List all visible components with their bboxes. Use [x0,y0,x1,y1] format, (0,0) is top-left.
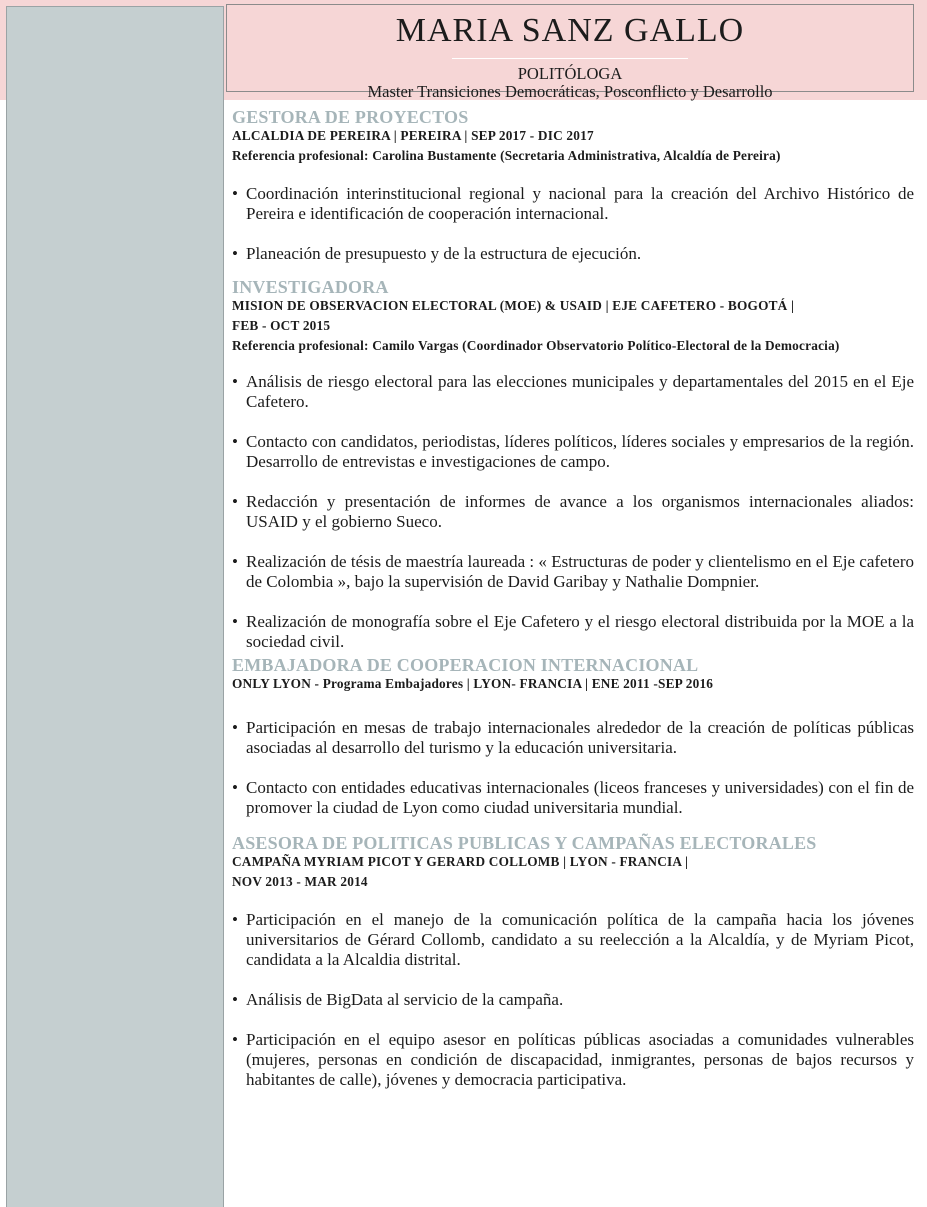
job-reference: Referencia profesional: Camilo Vargas (Coordinador Observatorio Político-Electoral de la Democracia) [232,338,840,353]
section-title: GESTORA DE PROYECTOS [232,107,469,127]
duty-item: • Planeación de presupuesto y de la estructura de ejecución. [232,244,914,264]
name-divider [452,58,688,59]
duty-item: • Participación en mesas de trabajo internacionales alrededor de la creación de políticas públicas asociadas al desarrollo del turismo y la educación universitaria. [232,718,914,758]
experience-section [232,656,914,818]
job-meta: CAMPAÑA MYRIAM PICOT Y GERARD COLLOMB | LYON - FRANCIA | [232,854,689,869]
duty-item: • Contacto con candidatos, periodistas, líderes políticos, líderes sociales y empresarios de la región. Desarrollo de entrevistas e investigaciones de campo. [232,432,914,472]
duty-item: • Redacción y presentación de informes de avance a los organismos internacionales aliados: USAID y el gobierno Sueco. [232,492,914,532]
job-meta: ONLY LYON - Programa Embajadores | LYON- FRANCIA | ENE 2011 -SEP 2016 [232,676,714,691]
duty-item: • Contacto con entidades educativas internacionales (liceos franceses y universidades) con el fin de promover la ciudad de Lyon como ciudad universitaria mundial. [232,778,914,818]
section-title: EMBAJADORA DE COOPERACION INTERNACIONAL [232,655,699,675]
degree-title: Master Transiciones Democráticas, Posconflicto y Desarrollo [367,82,773,101]
job-reference: Referencia profesional: Carolina Bustamente (Secretaria Administrativa, Alcaldía de Pereira) [232,148,781,163]
duty-list [232,184,914,264]
experience-section [232,108,914,264]
duty-list [232,718,914,818]
job-meta: MISION DE OBSERVACION ELECTORAL (MOE) & USAID | EJE CAFETERO - BOGOTÁ | [232,298,795,313]
experience-section [232,834,914,1090]
experience-section [232,278,914,652]
section-title: INVESTIGADORA [232,277,389,297]
duty-item: • Análisis de riesgo electoral para las elecciones municipales y departamentales del 2015 en el Eje Cafetero. [232,372,914,412]
section-title: ASESORA DE POLITICAS PUBLICAS Y CAMPAÑAS ELECTORALES [232,833,817,853]
header-box [226,4,914,101]
duty-list [232,910,914,1090]
duty-item: • Realización de tésis de maestría laureada : « Estructuras de poder y clientelismo en el Eje cafetero de Colombia », bajo la supervisión de David Garibay y Nathalie Dompnier. [232,552,914,592]
profession-title: POLITÓLOGA [517,64,623,83]
job-meta: FEB - OCT 2015 [232,318,331,333]
duty-item: • Coordinación interinstitucional regional y nacional para la creación del Archivo Histórico de Pereira e identificación de cooperación internacional. [232,184,914,224]
candidate-name: MARIA SANZ GALLO [395,12,745,49]
duty-item: • Participación en el manejo de la comunicación política de la campaña hacia los jóvenes universitarios de Gérard Collomb, candidato a su reelección a la Alcaldía, y de Myriam Picot, candidata a la Alcaldia distrital. [232,910,914,970]
duty-item: • Análisis de BigData al servicio de la campaña. [232,990,914,1010]
duty-item: • Participación en el equipo asesor en políticas públicas asociadas a comunidades vulnerables (mujeres, personas en condición de discapacidad, inmigrantes, personas de bajos recursos y habitantes de calle), jóvenes y democracia participativa. [232,1030,914,1090]
experience-content [232,108,914,1090]
job-meta: ALCALDIA DE PEREIRA | PEREIRA | SEP 2017 - DIC 2017 [232,128,594,143]
sidebar-panel [6,6,224,1207]
duty-list [232,372,914,652]
duty-item: • Realización de monografía sobre el Eje Cafetero y el riesgo electoral distribuida por la MOE a la sociedad civil. [232,612,914,652]
job-meta: NOV 2013 - MAR 2014 [232,874,368,889]
